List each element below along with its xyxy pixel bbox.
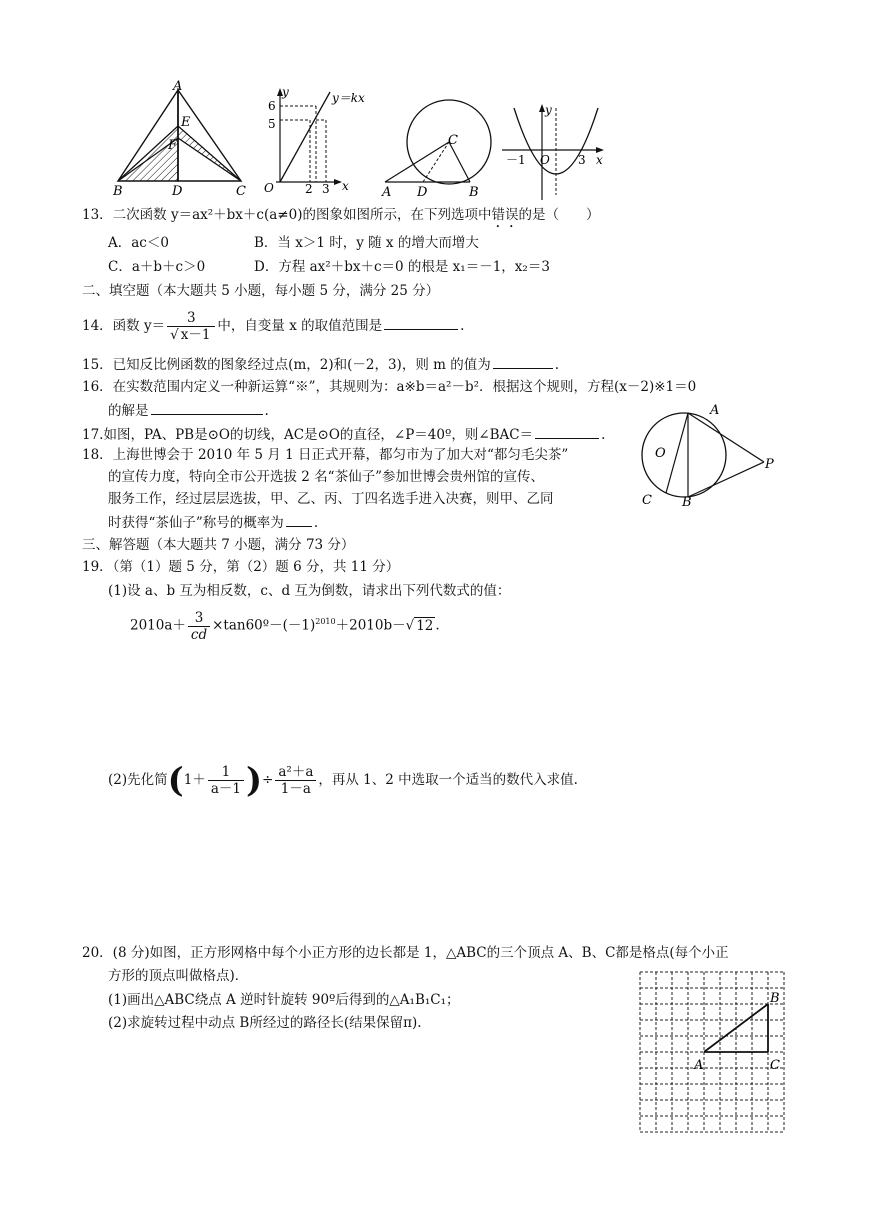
q19-p2-fraction1: [208, 764, 244, 797]
q14-post: 中，自变量 x 的取值范围是: [217, 318, 383, 334]
q14-answer-blank[interactable]: [384, 315, 458, 330]
q16-answer-blank[interactable]: [151, 400, 263, 415]
label-3: 3: [322, 182, 330, 196]
label-C: C: [448, 133, 458, 148]
q19-p2-den2: 1－a: [280, 781, 311, 797]
q19-expr-mid2: ＋2010b－: [335, 617, 406, 634]
label-B: B: [682, 495, 692, 510]
section-fill-in-heading: 二、填空题（本大题共 5 小题，每小题 5 分，满分 25 分）: [82, 283, 440, 299]
q19-p2-num1: 1: [208, 764, 244, 781]
q19-p2-div: ÷: [262, 772, 274, 788]
q14-denominator: √ x－1: [170, 327, 211, 343]
label-O: O: [655, 446, 666, 461]
q18-end: .: [313, 515, 319, 531]
q15-answer-blank[interactable]: [493, 354, 553, 369]
q19-expr-denominator: cd: [190, 626, 208, 643]
q18-answer-blank[interactable]: [286, 512, 312, 527]
q19-expr-exponent: 2010: [315, 617, 336, 626]
q13-option-a: A．ac＜0: [108, 235, 169, 251]
q19-expr-radicand: 12: [416, 617, 434, 634]
label-x: x: [342, 179, 349, 193]
q13-stem-post: 的是（ ）: [518, 207, 600, 223]
q18-line3: 服务工作，经过层层选拔，甲、乙、丙、丁四名选手进入决赛，则甲、乙同: [108, 491, 554, 507]
q19-head: 19．（第（1）题 5 分，第（2）题 6 分，共 11 分）: [82, 559, 400, 575]
q19-expr-end: .: [435, 617, 440, 634]
q15-text: 15．已知反比例函数的图象经过点(m，2)和(－2，3)，则 m 的值为: [82, 357, 491, 373]
label-x: x: [596, 153, 603, 167]
label-eq: y＝kx: [332, 91, 365, 105]
q13-stem-pre: 13．二次函数 y＝ax²＋bx＋c(a≠0)的图象如图所示，在下列选项中: [82, 207, 492, 223]
q20-line1: 20．(8 分)如图，正方形网格中每个小正方形的边长都是 1，△ABC的三个顶点 A、B、C都是格点(每个小正: [82, 945, 729, 961]
q13-option-d: D．方程 ax²＋bx＋c＝0 的根是 x₁＝－1，x₂＝3: [254, 259, 550, 275]
q13-stem: [82, 206, 599, 231]
figure-linear-function: [258, 82, 378, 197]
figure-square-grid: [636, 966, 788, 1136]
q14-radicand: x－1: [180, 327, 211, 343]
q14-end: .: [460, 318, 465, 334]
figure-tangent-circle: [628, 400, 788, 510]
q19-part2: [108, 756, 578, 804]
grid-label-C: C: [770, 1058, 780, 1073]
q17-end: .: [601, 427, 606, 443]
q19-p2-post: ，再从 1、2 中选取一个适当的数代入求值.: [318, 772, 578, 788]
label-A: A: [710, 403, 720, 418]
q14-numerator: 3: [167, 310, 215, 327]
q13-stem-emph: 错误: [491, 207, 519, 223]
q20-line2: 方形的顶点叫做格点)．: [108, 968, 249, 984]
label-5: 5: [268, 117, 276, 131]
q19-p2-one: 1＋: [183, 772, 206, 788]
q19-expression: 2010a＋ $\frac{3}{cd}$ $\times\tan 60º-(-1)^{2010}+2010b-√$ 12 .: [130, 609, 440, 643]
q14-fraction: [167, 310, 215, 343]
q15: [82, 354, 559, 374]
label-neg1: －1: [506, 153, 526, 167]
section-answer-heading: 三、解答题（本大题共 7 小题，满分 73 分）: [82, 537, 355, 553]
label-C: C: [236, 184, 246, 198]
label-C: C: [642, 493, 652, 508]
label-B: B: [113, 184, 123, 198]
label-D: D: [172, 184, 183, 198]
figure-circle: [380, 92, 500, 200]
q19-p2-den1: a－1: [210, 781, 241, 797]
q18-line4: [108, 512, 318, 532]
q19-expr-fraction: [188, 610, 210, 643]
label-P: P: [765, 457, 774, 472]
label-2: 2: [305, 182, 313, 196]
label-3: 3: [578, 153, 586, 167]
q19-p2-close-paren: ): [245, 760, 263, 801]
q13-option-c: C．a＋b＋c＞0: [108, 259, 206, 275]
label-E: E: [181, 115, 191, 130]
q18-line2: 的宣传力度，特向全市公开选拔 2 名“茶仙子”参加世博会贵州馆的宣传、: [108, 469, 544, 485]
q19-expr-pre: 2010a＋: [130, 617, 186, 634]
q19-p2-pre: (2)先化简: [108, 772, 168, 788]
q18-line1: 18．上海世博会于 2010 年 5 月 1 日正式开幕，都匀市为了加大对“都匀毛尖茶”: [82, 447, 569, 463]
q19-p2-fraction2: [275, 764, 316, 797]
q15-end: .: [554, 357, 559, 373]
label-B: B: [469, 185, 479, 200]
q19-p2-open-paren: (: [167, 760, 184, 801]
q19-expr-numerator: 3: [188, 610, 210, 627]
figure-triangle: [108, 78, 253, 198]
q16-line2-text: 的解是: [108, 403, 149, 419]
q19-p2-num2: a²＋a: [275, 764, 316, 781]
q18-line4-text: 时获得“茶仙子”称号的概率为: [108, 515, 284, 531]
q16-end: .: [264, 403, 269, 419]
label-F: F: [168, 138, 178, 153]
label-O: O: [540, 153, 550, 167]
figure-parabola: [500, 100, 610, 205]
q16-line1: 16．在实数范围内定义一种新运算“※”，其规则为：a※b＝a²－b²．根据这个规则，方程(x－2)※1＝0: [82, 379, 697, 395]
q16-line2: [108, 400, 269, 420]
q19-part1: (1)设 a、b 互为相反数，c、d 互为倒数，请求出下列代数式的值：: [108, 583, 511, 599]
q14-pre: 14．函数 y＝: [82, 318, 166, 334]
q19-expr-mid: ×tan60º－(－1): [212, 617, 316, 634]
q17: [82, 424, 605, 444]
label-O: O: [264, 181, 274, 195]
label-y: y: [282, 85, 289, 99]
label-y: y: [545, 103, 552, 117]
q13-option-b: B．当 x＞1 时，y 随 x 的增大而增大: [254, 235, 479, 251]
label-D: D: [417, 185, 428, 200]
label-A: A: [382, 185, 392, 200]
grid-label-B: B: [770, 991, 780, 1006]
label-6: 6: [268, 99, 276, 113]
q17-answer-blank[interactable]: [535, 424, 599, 439]
grid-label-A: A: [694, 1058, 704, 1073]
q20-line3: (1)画出△ABC绕点 A 逆时针旋转 90º后得到的△A₁B₁C₁；: [108, 992, 460, 1008]
q17-text: 17.如图，PA、PB是⊙O的切线，AC是⊙O的直径，∠P＝40º，则∠BAC＝: [82, 427, 534, 443]
q14: [82, 306, 464, 346]
q20-line4: (2)求旋转过程中动点 B所经过的路径长(结果保留π).: [108, 1015, 422, 1031]
label-A: A: [173, 79, 183, 94]
